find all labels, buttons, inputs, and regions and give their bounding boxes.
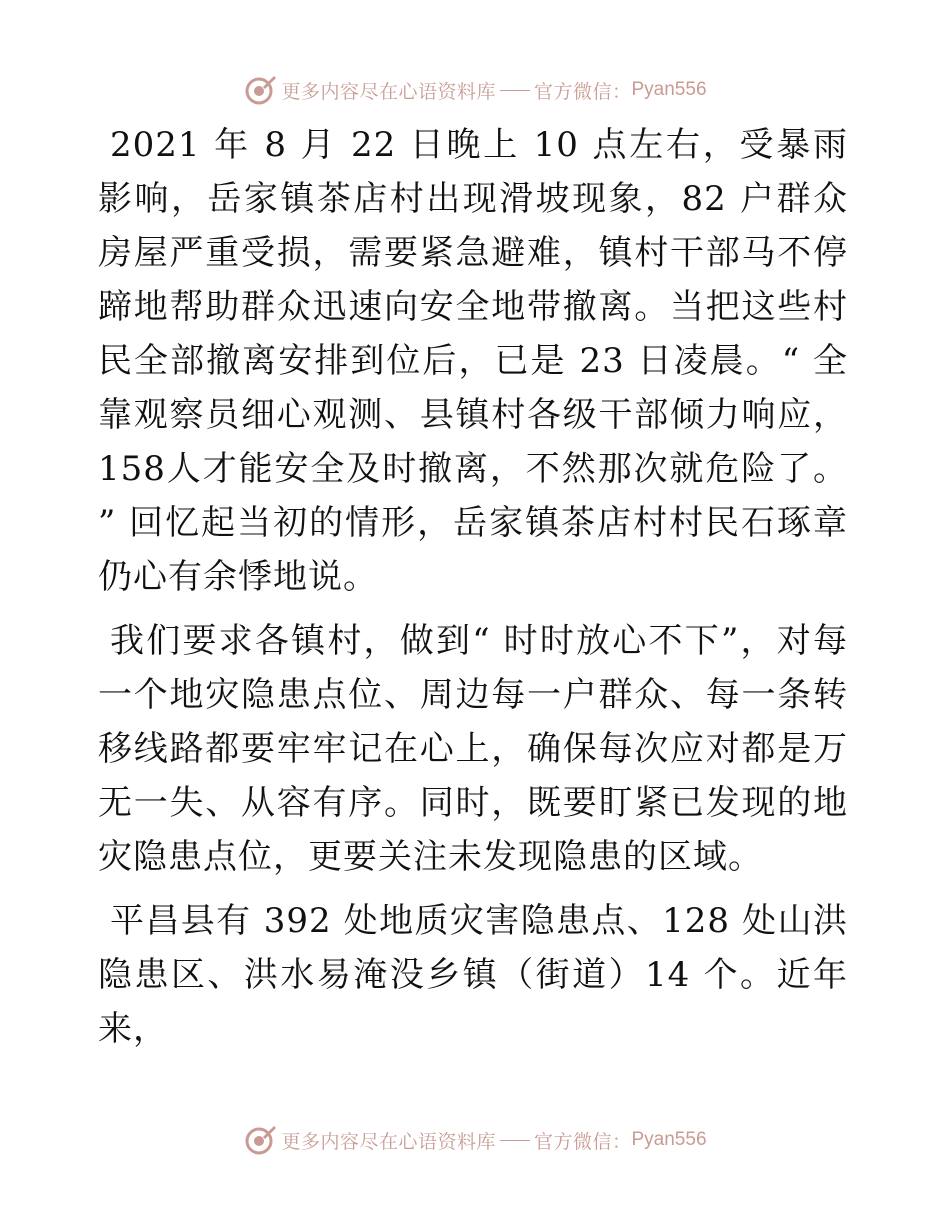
pen-logo-icon bbox=[243, 1123, 277, 1157]
watermark-brand: 更多内容尽在心语资料库 bbox=[281, 1130, 496, 1153]
watermark-separator bbox=[500, 90, 530, 91]
watermark-brand: 更多内容尽在心语资料库 bbox=[281, 80, 496, 103]
header-watermark bbox=[0, 70, 950, 110]
watermark-separator bbox=[500, 1140, 530, 1141]
watermark-account: Pyan556 bbox=[631, 79, 707, 100]
pen-logo-icon bbox=[243, 73, 277, 107]
document-body bbox=[98, 118, 848, 1066]
watermark-label: 官方微信： bbox=[533, 80, 632, 103]
footer-watermark bbox=[0, 1120, 950, 1160]
watermark-account: Pyan556 bbox=[631, 1129, 707, 1150]
paragraph-1: 2021 年 8 月 22 日晚上 10 点左右，受暴雨影响，岳家镇茶店村出现滑坡现象，82 户群众房屋严重受损，需要紧急避难，镇村干部马不停蹄地帮助群众迅速向安全地带撤离。当把这些村民全部撤离安排到位后，已是 23 日凌晨。“ 全靠观察员细心观测、县镇村各级干部倾力响应，158人才能安全及时撤离，不然那次就危险了。 ” 回忆起当初的情形，岳家镇茶店村村民石琢章仍心有余悸地说。 bbox=[98, 125, 848, 597]
paragraph-3: 平昌县有 392 处地质灾害隐患点、128 处山洪隐患区、洪水易淹没乡镇（街道）14 个。近年来， bbox=[98, 901, 848, 1049]
paragraph-2: 我们要求各镇村，做到“ 时时放心不下”，对每一个地灾隐患点位、周边每一户群众、每一条转移线路都要牢牢记在心上，确保每次应对都是万无一失、从容有序。同时，既要盯紧已发现的地灾隐患点位，更要关注未发现隐患的区域。 bbox=[98, 621, 848, 877]
watermark-label: 官方微信： bbox=[533, 1130, 632, 1153]
